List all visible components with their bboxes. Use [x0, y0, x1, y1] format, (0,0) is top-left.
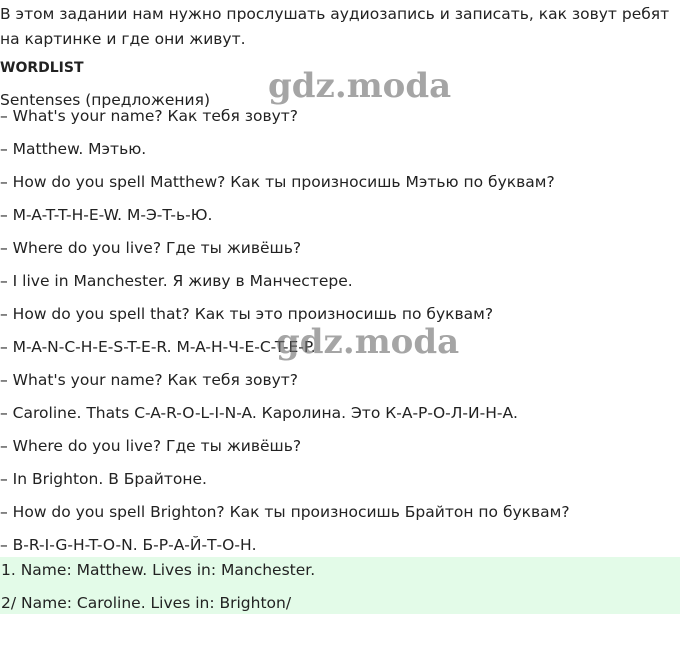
dialogue-line: – In Brighton. В Брайтоне. — [0, 470, 207, 488]
dialogue-line: – How do you spell Matthew? Как ты произносишь Мэтью по буквам? — [0, 173, 555, 191]
wordlist-heading: WORDLIST — [0, 60, 84, 76]
answer-line: 1. Name: Matthew. Lives in: Manchester. — [1, 561, 316, 579]
answers-block — [0, 557, 680, 614]
watermark-logo: gdz.moda — [268, 66, 452, 106]
dialogue-line: – B-R-I-G-H-T-O-N. Б-Р-А-Й-Т-О-Н. — [0, 536, 257, 554]
answer-line: 2/ Name: Caroline. Lives in: Brighton/ — [1, 594, 292, 612]
watermark-logo: gdz.moda — [276, 322, 460, 362]
dialogue-line: – Where do you live? Где ты живёшь? — [0, 239, 302, 257]
dialogue-line: – Matthew. Мэтью. — [0, 140, 147, 158]
sentences-heading: Sentenses (предложения) — [0, 91, 210, 109]
dialogue-line: – M-A-T-T-H-E-W. M-Э-T-ь-Ю. — [0, 206, 213, 224]
dialogue-line: – What's your name? Как тебя зовут? — [0, 371, 299, 389]
dialogue-line: – How do you spell Brighton? Как ты произносишь Брайтон по буквам? — [0, 503, 570, 521]
dialogue-line: – M-A-N-C-H-E-S-T-E-R. M-A-H-Ч-E-C-T-E-P. — [0, 338, 316, 356]
dialogue-line: – What's your name? Как тебя зовут? — [0, 107, 299, 125]
dialogue-line: – I live in Manchester. Я живу в Манчестере. — [0, 272, 353, 290]
dialogue-line: – Where do you live? Где ты живёшь? — [0, 437, 302, 455]
dialogue-line: – Caroline. Thats C-A-R-O-L-I-N-A. Каролина. Это К-А-Р-О-Л-И-Н-А. — [0, 404, 518, 422]
dialogue-line: – How do you spell that? Как ты это произносишь по буквам? — [0, 305, 494, 323]
task-intro-text: В этом задании нам нужно прослушать аудиозапись и записать, как зовут ребят на картинке и где они живут. — [0, 5, 670, 48]
